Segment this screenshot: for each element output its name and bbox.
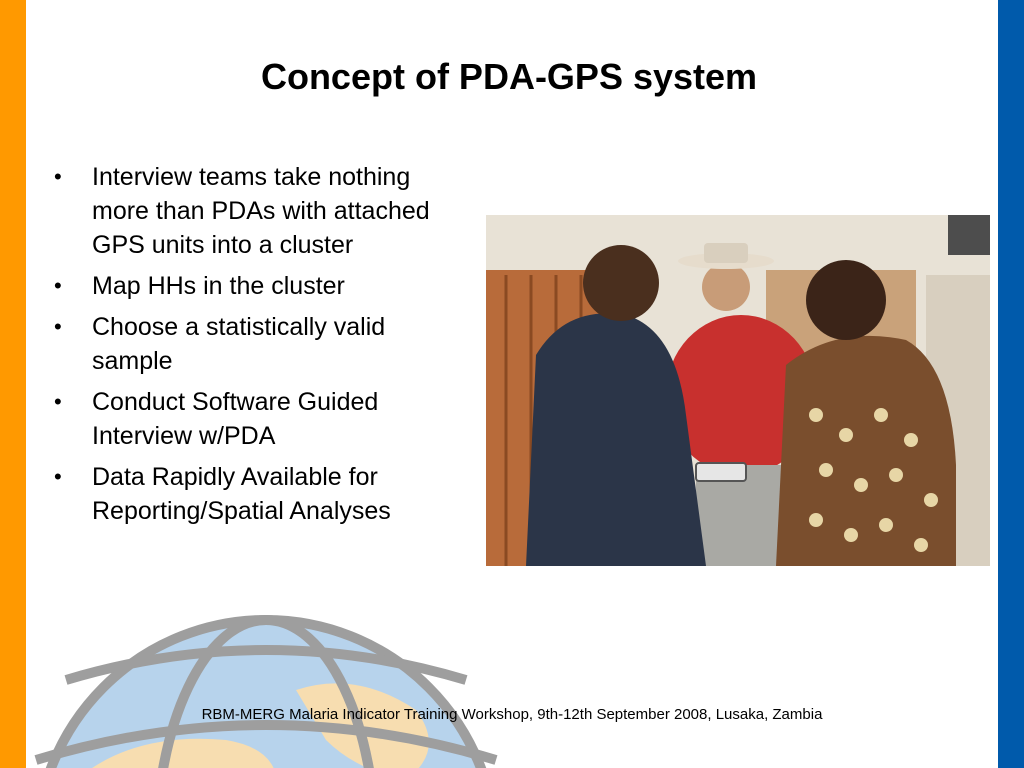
bullet-marker: •: [54, 164, 62, 189]
list-item: [52, 269, 472, 303]
footer-text: RBM-MERG Malaria Indicator Training Workshop, 9th-12th September 2008, Lusaka, Zambia: [201, 706, 823, 723]
globe-icon: [26, 600, 506, 768]
bullet-marker: •: [54, 464, 62, 489]
list-item: [52, 460, 472, 528]
right-accent-bar: [998, 0, 1024, 768]
bullet-text: Map HHs in the cluster: [92, 272, 345, 300]
bullet-text: Choose a statistically valid sample: [92, 313, 386, 375]
bullet-text: Data Rapidly Available for Reporting/Spatial Analyses: [92, 463, 391, 525]
bullet-marker: •: [54, 273, 62, 298]
bullet-text: Interview teams take nothing more than PDAs with attached GPS units into a cluster: [92, 163, 430, 259]
bullet-marker: •: [54, 314, 62, 339]
list-item: [52, 385, 472, 453]
bullet-text: Conduct Software Guided Interview w/PDA: [92, 388, 379, 450]
bullet-list: [52, 160, 472, 535]
left-accent-bar: [0, 0, 26, 768]
list-item: [52, 310, 472, 378]
field-team-photo: [486, 215, 990, 566]
slide-title: Concept of PDA-GPS system: [260, 56, 758, 97]
bullet-marker: •: [54, 389, 62, 414]
list-item: [52, 160, 472, 262]
